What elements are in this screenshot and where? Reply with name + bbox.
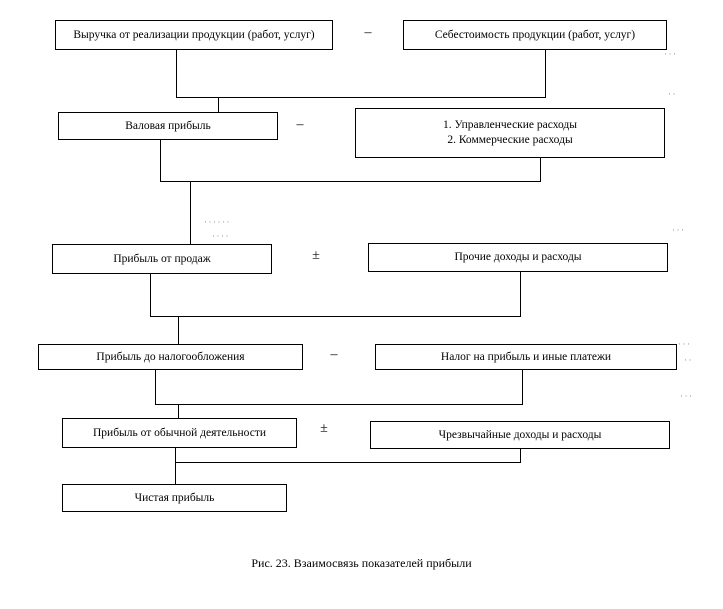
- box-other-income-expenses: [368, 243, 668, 272]
- box-admin-expenses-line: 1. Управленческие расходы: [442, 119, 578, 132]
- connector-line: [160, 181, 541, 182]
- connector-line: [150, 316, 521, 317]
- box-revenue: [55, 20, 333, 50]
- connector-line: [176, 50, 177, 97]
- box-cost-label: Себестоимость продукции (работ, услуг): [434, 28, 636, 41]
- connector-line: [545, 50, 546, 97]
- dots-artifact: ···: [680, 391, 694, 401]
- box-gross-profit: [58, 112, 278, 140]
- box-ordinary-activity-profit: [62, 418, 297, 448]
- box-gross-profit-label: Валовая прибыль: [125, 119, 211, 132]
- box-sales-profit-label: Прибыль от продаж: [113, 252, 211, 265]
- dots-artifact: ···: [664, 49, 678, 59]
- box-net-profit-label: Чистая прибыль: [134, 491, 215, 504]
- box-revenue-label: Выручка от реализации продукции (работ, услуг): [73, 28, 315, 41]
- operator-minus-2: –: [296, 117, 304, 132]
- connector-line: [178, 316, 179, 344]
- operator-minus-1: –: [364, 25, 372, 40]
- box-cost: [403, 20, 667, 50]
- connector-line: [176, 97, 546, 98]
- dots-artifact: ··: [684, 355, 693, 365]
- dots-artifact: ···: [678, 339, 692, 349]
- box-sales-profit: [52, 244, 272, 274]
- box-extraordinary-income-expenses-label: Чрезвычайные доходы и расходы: [438, 428, 602, 441]
- box-pretax-profit-label: Прибыль до налогообложения: [96, 350, 245, 363]
- box-admin-commercial-expenses: [355, 108, 665, 158]
- box-pretax-profit: [38, 344, 303, 370]
- connector-line: [175, 462, 521, 463]
- operator-minus-4: –: [330, 347, 338, 362]
- figure-caption: Рис. 23. Взаимосвязь показателей прибыли: [251, 556, 472, 570]
- connector-line: [522, 370, 523, 404]
- connector-line: [520, 449, 521, 463]
- box-income-tax-payments-label: Налог на прибыль и иные платежи: [440, 350, 612, 363]
- connector-line: [520, 272, 521, 316]
- box-net-profit: [62, 484, 287, 512]
- dots-artifact: ······: [204, 217, 231, 227]
- dots-artifact: ··: [668, 89, 677, 99]
- box-extraordinary-income-expenses: [370, 421, 670, 449]
- box-other-income-expenses-label: Прочие доходы и расходы: [454, 251, 582, 264]
- connector-line: [178, 404, 179, 418]
- connector-line: [190, 181, 191, 244]
- connector-line: [160, 140, 161, 181]
- connector-line: [218, 97, 219, 112]
- operator-plusminus-3: ±: [312, 248, 320, 263]
- connector-line: [155, 370, 156, 404]
- box-commercial-expenses-line: 2. Коммерческие расходы: [447, 134, 573, 146]
- connector-line: [175, 448, 176, 484]
- connector-line: [540, 158, 541, 181]
- operator-plusminus-5: ±: [320, 421, 328, 436]
- box-ordinary-activity-profit-label: Прибыль от обычной деятельности: [92, 426, 267, 439]
- connector-line: [155, 404, 523, 405]
- box-income-tax-payments: [375, 344, 677, 370]
- connector-line: [150, 274, 151, 316]
- dots-artifact: ···: [672, 225, 686, 235]
- dots-artifact: ····: [212, 231, 230, 241]
